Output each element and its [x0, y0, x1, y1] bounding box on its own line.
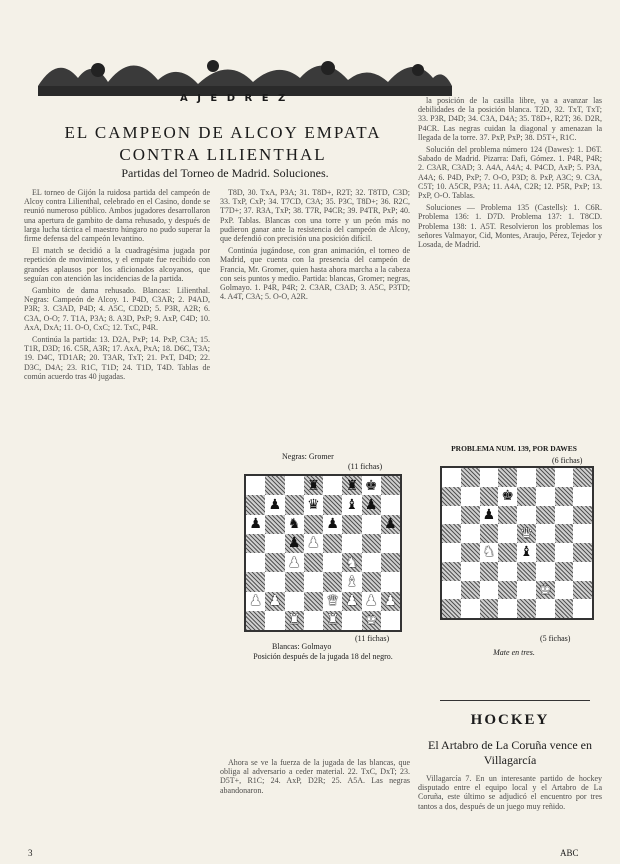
board-square	[461, 506, 480, 525]
black-pawn-icon: ♟	[268, 496, 282, 513]
article-column-3	[418, 96, 602, 441]
white-rook-icon: ♜	[287, 612, 301, 629]
hockey-heading: HOCKEY	[470, 712, 550, 728]
board-square	[246, 611, 265, 630]
board-square	[517, 581, 536, 600]
board-square	[304, 611, 323, 630]
paragraph: Soluciones — Problema 135 (Castells): 1. C6R. Problema 136: 1. D7D. Problema 137: 1. T8CD. Problema 138: 1. A5T. Resolvieron los problemas los señores Valmayor, Cid, Montes, Araujo, Pérez, Tejedor y Losada, de Madrid.	[418, 203, 602, 250]
board-square	[323, 553, 342, 572]
board-square	[498, 487, 517, 506]
board1-caption: Posición después de la jugada 18 del negro.	[253, 652, 393, 661]
board-square	[381, 495, 400, 514]
board-square	[381, 572, 400, 591]
page-folio-right: ABC	[560, 848, 579, 858]
board-square	[461, 599, 480, 618]
board-square	[480, 581, 499, 600]
board-square	[555, 543, 574, 562]
board-square	[536, 487, 555, 506]
board-square	[285, 515, 304, 534]
white-queen-icon: ♛	[520, 525, 533, 542]
board-square	[265, 592, 284, 611]
paragraph: Continúa jugándose, con gran animación, el torneo de Madrid, que cuenta con la presencia del campeón de Francia, Mr. Gromer, quien hasta ahora marcha a la cabeza con seis puntos y medio. Partida: blancas, Gromer; negras, Golmayo. 1. P4R, P4R; 2. C3AR, C3AD; 3. A5C, P3TD; 4. A4T, C3A; 5. O-O, A2R.	[220, 246, 410, 302]
board1-top-label: Negras: Gromer	[282, 452, 334, 461]
board-square	[285, 534, 304, 553]
board-square	[461, 487, 480, 506]
black-pawn-icon: ♟	[482, 506, 496, 523]
board-square	[246, 476, 265, 495]
chess-banner-illustration	[38, 48, 452, 96]
white-pawn-icon: ♟	[249, 593, 262, 610]
white-pawn-icon: ♟	[268, 593, 282, 610]
subheadline: Partidas del Torneo de Madrid. Soluciones.	[121, 166, 329, 180]
board-square	[362, 495, 381, 514]
board-square	[536, 506, 555, 525]
board-square	[342, 553, 361, 572]
board-square	[442, 487, 461, 506]
chess-diagram-2	[440, 466, 594, 620]
white-pawn-icon: ♟	[307, 535, 320, 552]
paragraph: Solución del problema número 124 (Dawes): 1. D6T. Sabado de Madrid. Pizarra: Dafi, Gómez. 1. P4R, P4R; 2. C3AR, C3AD; 3. A4A, A4A; 4. P4CD, AxP; 5. P3A, A4A; 6. P4D, PxP; 7. O-O, P3D; 8. PxP, A3C; 9. C3A, C5T; 10. A5CR, P3A; 11. A4A, C2R; 12. P5R, PxP; 13. PxP, O-O. Tablas.	[418, 145, 602, 201]
board-square	[285, 495, 304, 514]
board-square	[517, 524, 536, 543]
board1-bottom-label: Blancas: Golmayo	[272, 642, 332, 651]
board-square	[362, 553, 381, 572]
black-knight-icon: ♞	[287, 516, 301, 533]
board-square	[362, 476, 381, 495]
board-square	[362, 592, 381, 611]
board-square	[517, 562, 536, 581]
board-square	[498, 599, 517, 618]
board-square	[555, 468, 574, 487]
headline: EL CAMPEON DE ALCOY EMPATA CONTRA LILIENTHAL	[64, 123, 382, 164]
paragraph: la posición de la casilla libre, ya a avanzar las debilidades de la posición blanca. T2D, 32. TxT, TxT; 33. P3R, D4D; 34. C3A, D4A; 35. T8D+, R2T; 36. D2R, P4CR. Las negras cuidan la diagonal y amenazan la llegada de la torre. 37. PxP, PxP; 38. D5T+, R1C.	[418, 96, 602, 142]
paragraph: Gambito de dama rehusado. Blancas: Lilienthal. Negras: Campeón de Alcoy. 1. P4D, C3AR; 2. P4AD, P3R; 3. C3AD, P4D; 4. A5C, CD2D; 5. P3R, A2R; 6. C3A, O-O; 7. T1A, P3A; 8. A3D, PxP; 9. AxP, C4D; 10. AxA, DxA; 11. O-O, CxC; 12. TxC, P4R.	[24, 286, 210, 332]
article-column-1	[24, 188, 210, 848]
page-folio-left: 3	[28, 848, 33, 858]
board-square	[342, 476, 361, 495]
board-square	[342, 495, 361, 514]
board-square	[265, 553, 284, 572]
board-square	[304, 476, 323, 495]
paragraph: Ahora se ve la fuerza de la jugada de las blancas, que obliga al adversario a ceder material. 22. TxC, DxT; 23. D5T+, R1C; 24. AxP, D2R; 25. A5A. Las negras abandonaron.	[220, 758, 410, 795]
board-square	[555, 506, 574, 525]
board-square	[573, 599, 592, 618]
board-square	[285, 476, 304, 495]
divider	[440, 700, 590, 701]
white-king-icon: ♚	[538, 581, 552, 598]
black-rook-icon: ♜	[307, 477, 320, 494]
board-square	[265, 495, 284, 514]
board-square	[573, 506, 592, 525]
board-square	[573, 543, 592, 562]
board-square	[285, 553, 304, 572]
board-square	[536, 599, 555, 618]
board-square	[323, 592, 342, 611]
board-square	[342, 572, 361, 591]
black-pawn-icon: ♟	[364, 496, 378, 513]
board2-top-count: (6 fichas)	[552, 456, 583, 465]
white-king-icon: ♚	[364, 612, 378, 629]
white-pawn-icon: ♟	[345, 593, 359, 610]
board-square	[246, 592, 265, 611]
board-square	[480, 543, 499, 562]
board-square	[555, 562, 574, 581]
white-rook-icon: ♜	[326, 612, 339, 629]
board-square	[536, 543, 555, 562]
board-square	[304, 572, 323, 591]
paragraph: Continúa la partida: 13. D2A, PxP; 14. PxP, C3A; 15. T1R, D3D; 16. C5R, A3R; 17. AxA, PxA; 18. D6C, T3A; 19. D4C, TD1AR; 20. T3AR, TxT; 21. PxT, D4D; 22. D3C, D4A; 23. R1C, T1D; 24. T1D, T4D. Tablas de común acuerdo tras 40 jugadas.	[24, 335, 210, 381]
white-pawn-icon: ♟	[287, 554, 301, 571]
board-square	[381, 611, 400, 630]
board-square	[442, 581, 461, 600]
black-pawn-icon: ♟	[287, 535, 301, 552]
board-square	[285, 572, 304, 591]
board-square	[461, 581, 480, 600]
board-square	[536, 562, 555, 581]
white-queen-icon: ♛	[326, 593, 339, 610]
black-bishop-icon: ♝	[345, 496, 359, 513]
board-square	[442, 599, 461, 618]
black-queen-icon: ♛	[307, 496, 320, 513]
board-square	[517, 599, 536, 618]
problem-title: PROBLEMA NUM. 139, POR DAWES	[451, 444, 577, 453]
board-square	[442, 506, 461, 525]
board-square	[442, 524, 461, 543]
board-square	[362, 611, 381, 630]
board-square	[555, 599, 574, 618]
board-square	[573, 487, 592, 506]
board-square	[498, 562, 517, 581]
board-square	[381, 534, 400, 553]
chess-diagram-1	[244, 474, 402, 632]
hockey-subheading: El Artabro de La Coruña vence en Villagarcía	[428, 738, 592, 767]
board-square	[285, 611, 304, 630]
board-square	[573, 524, 592, 543]
board-square	[573, 468, 592, 487]
section-label: A J E D R E Z	[180, 93, 289, 104]
board-square	[342, 515, 361, 534]
board-square	[480, 506, 499, 525]
board-square	[573, 562, 592, 581]
board-square	[323, 572, 342, 591]
board-square	[342, 592, 361, 611]
board2-caption: Mate en tres.	[493, 648, 535, 657]
board-square	[362, 572, 381, 591]
board-square	[304, 553, 323, 572]
board-square	[304, 515, 323, 534]
board-square	[555, 581, 574, 600]
paragraph: EL torneo de Gijón la ruidosa partida del campeón de Alcoy contra Lilienthal, celebrado en el Casino, donde se reunió numeroso público. Ambos jugadores desarrollaron una apertura de gambito de dama rehusado, y después de larga lucha táctica el maestro húngaro no pudo superar la firme defensa del campeón levantino.	[24, 188, 210, 244]
board-square	[246, 572, 265, 591]
article-column-2-bottom	[220, 758, 410, 853]
board-square	[246, 553, 265, 572]
board-square	[304, 592, 323, 611]
white-knight-icon: ♞	[482, 544, 496, 561]
black-pawn-icon: ♟	[384, 516, 397, 533]
paragraph: El match se decidió a la cuadragésima jugada por repetición de movimientos, y el empate fue recibido con grandes aplausos por los aficionados alcoyanos, que seguían con atención las incidencias de la partida.	[24, 246, 210, 283]
board-square	[381, 592, 400, 611]
board-square	[555, 487, 574, 506]
board-square	[381, 553, 400, 572]
black-king-icon: ♚	[364, 477, 378, 494]
board-square	[323, 515, 342, 534]
board-square	[442, 562, 461, 581]
black-king-icon: ♚	[501, 488, 514, 505]
white-bishop-icon: ♝	[345, 573, 359, 590]
board-square	[362, 515, 381, 534]
board-square	[461, 524, 480, 543]
board-square	[498, 581, 517, 600]
board-square	[265, 534, 284, 553]
board-square	[461, 562, 480, 581]
board-square	[517, 487, 536, 506]
article-column-2	[220, 188, 410, 416]
board-square	[536, 524, 555, 543]
board-square	[342, 611, 361, 630]
hockey-article	[418, 774, 602, 854]
board-square	[498, 524, 517, 543]
board-square	[498, 543, 517, 562]
board1-top-count: (11 fichas)	[348, 462, 383, 471]
board-square	[323, 495, 342, 514]
board-square	[381, 476, 400, 495]
board-square	[536, 468, 555, 487]
white-knight-icon: ♞	[345, 554, 359, 571]
black-pawn-icon: ♟	[326, 516, 339, 533]
white-pawn-icon: ♟	[384, 593, 397, 610]
board-square	[246, 534, 265, 553]
board-square	[517, 468, 536, 487]
board-square	[323, 611, 342, 630]
board-square	[498, 506, 517, 525]
board-square	[517, 543, 536, 562]
board-square	[304, 534, 323, 553]
board-square	[246, 515, 265, 534]
board-square	[480, 487, 499, 506]
board-square	[265, 515, 284, 534]
board-square	[304, 495, 323, 514]
white-pawn-icon: ♟	[364, 593, 378, 610]
black-pawn-icon: ♟	[249, 516, 262, 533]
board-square	[265, 611, 284, 630]
board-square	[480, 599, 499, 618]
black-rook-icon: ♜	[345, 477, 359, 494]
board-square	[342, 534, 361, 553]
board-square	[265, 572, 284, 591]
paragraph: Villagarcía 7. En un interesante partido de hockey disputado entre el equipo local y el Artabro de La Coruña, este último se adjudicó el encuentro por tres tantos a dos, después de un juego muy reñido.	[418, 774, 602, 811]
board-square	[461, 468, 480, 487]
board-square	[442, 543, 461, 562]
board-square	[517, 506, 536, 525]
board-square	[265, 476, 284, 495]
board-square	[285, 592, 304, 611]
black-bishop-icon: ♝	[520, 544, 533, 561]
board1-bottom-count: (11 fichas)	[355, 634, 390, 643]
board-square	[246, 495, 265, 514]
board-square	[381, 515, 400, 534]
board-square	[480, 562, 499, 581]
board-square	[323, 534, 342, 553]
board2-bottom-count: (5 fichas)	[540, 634, 571, 643]
board-square	[323, 476, 342, 495]
board-square	[536, 581, 555, 600]
paragraph: T8D, 30. TxA, P3A; 31. T8D+, R2T; 32. T8TD, C3D; 33. TxP, CxP; 34. T7CD, C3A; 35. P3C, T8D+; 36. R2C, T7D+; 37. R3A, TxP; 38. T7R, P4CR; 39. P4TR, PxP; 40. PxP. Tablas. Blancas con una torre y un peón más no pudieron ganar ante la resistencia del campeón de Alcoy, que defendió con precisión una posición difícil.	[220, 188, 410, 244]
board-square	[573, 581, 592, 600]
board-square	[480, 524, 499, 543]
board-square	[461, 543, 480, 562]
board-square	[362, 534, 381, 553]
board-square	[442, 468, 461, 487]
board-square	[498, 468, 517, 487]
board-square	[555, 524, 574, 543]
board-square	[480, 468, 499, 487]
